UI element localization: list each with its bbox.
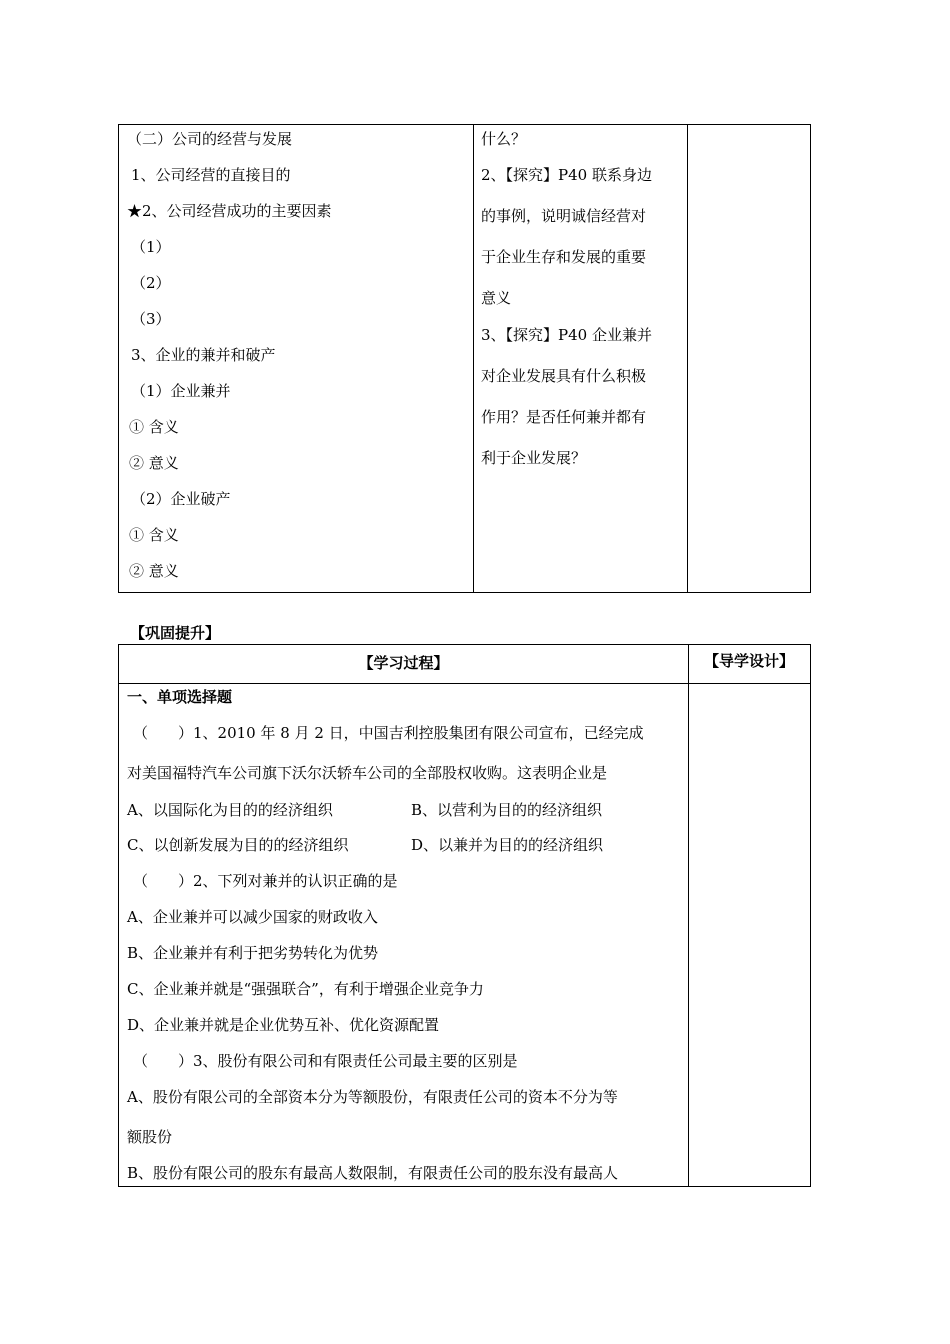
upper-table-content-column [119,125,474,592]
inquiry-line: 什么？ [481,130,527,148]
outline-item: ② 意义 [129,562,179,580]
outline-item: （2） [131,274,171,292]
question-group-heading: 一、单项选择题 [127,688,233,706]
outline-item: ① 含义 [129,526,179,544]
question-line: （ ）3、股份有限公司和有限责任公司最主要的区别是 [133,1052,518,1070]
subsection-title: （二）公司的经营与发展 [127,130,293,148]
outline-item: ② 意义 [129,454,179,472]
outline-item: ① 含义 [129,418,179,436]
option-a: A、股份有限公司的全部资本分为等额股份，有限责任公司的资本不分为等 [127,1088,618,1106]
option-a-continued: 额股份 [127,1128,173,1146]
question-line: 对美国福特汽车公司旗下沃尔沃轿车公司的全部股权收购。这表明企业是 [127,764,608,782]
option-a: A、企业兼并可以减少国家的财政收入 [127,908,378,926]
inquiry-line: 利于企业发展？ [481,449,587,467]
practice-main-column [119,645,689,1186]
question-line: （ ）2、下列对兼并的认识正确的是 [133,872,398,890]
option-c: C、企业兼并就是“强强联合”，有利于增强企业竞争力 [127,980,484,998]
inquiry-line: 对企业发展具有什么积极 [481,367,647,385]
outline-item: 3、企业的兼并和破产 [131,346,276,364]
header-guidance-design: 【导学设计】 [703,652,794,670]
practice-side-column [688,645,810,1186]
option-b: B、以营利为目的的经济组织 [411,801,603,819]
option-b: B、股份有限公司的股东有最高人数限制，有限责任公司的股东没有最高人 [127,1164,619,1182]
section-title: 【巩固提升】 [130,624,221,642]
option-d: D、企业兼并就是企业优势互补、优化资源配置 [127,1016,440,1034]
upper-table [118,124,811,593]
outline-item-starred: ★2、公司经营成功的主要因素 [127,202,332,220]
inquiry-line: 作用？是否任何兼并都有 [481,408,647,426]
inquiry-line: 于企业生存和发展的重要 [481,248,647,266]
outline-item: 1、公司经营的直接目的 [131,166,291,184]
outline-item: （1）企业兼并 [131,382,231,400]
inquiry-line: 意义 [481,289,512,307]
option-a: A、以国际化为目的的经济组织 [127,801,333,819]
inquiry-line: 的事例，说明诚信经营对 [481,207,647,225]
outline-item: （1） [131,238,171,256]
option-b: B、企业兼并有利于把劣势转化为优势 [127,944,379,962]
practice-table [118,644,811,1187]
upper-table-notes-column [688,125,810,592]
outline-item: （2）企业破产 [131,490,231,508]
upper-table-inquiry-column [473,125,688,592]
inquiry-line: 2、【探究】P40 联系身边 [481,166,652,184]
question-line: （ ）1、2010 年 8 月 2 日，中国吉利控股集团有限公司宣布，已经完成 [133,724,644,742]
option-d: D、以兼并为目的的经济组织 [411,836,604,854]
option-c: C、以创新发展为目的的经济组织 [127,836,349,854]
header-learning-process: 【学习过程】 [358,654,449,672]
inquiry-line: 3、【探究】P40 企业兼并 [481,326,652,344]
outline-item: （3） [131,310,171,328]
